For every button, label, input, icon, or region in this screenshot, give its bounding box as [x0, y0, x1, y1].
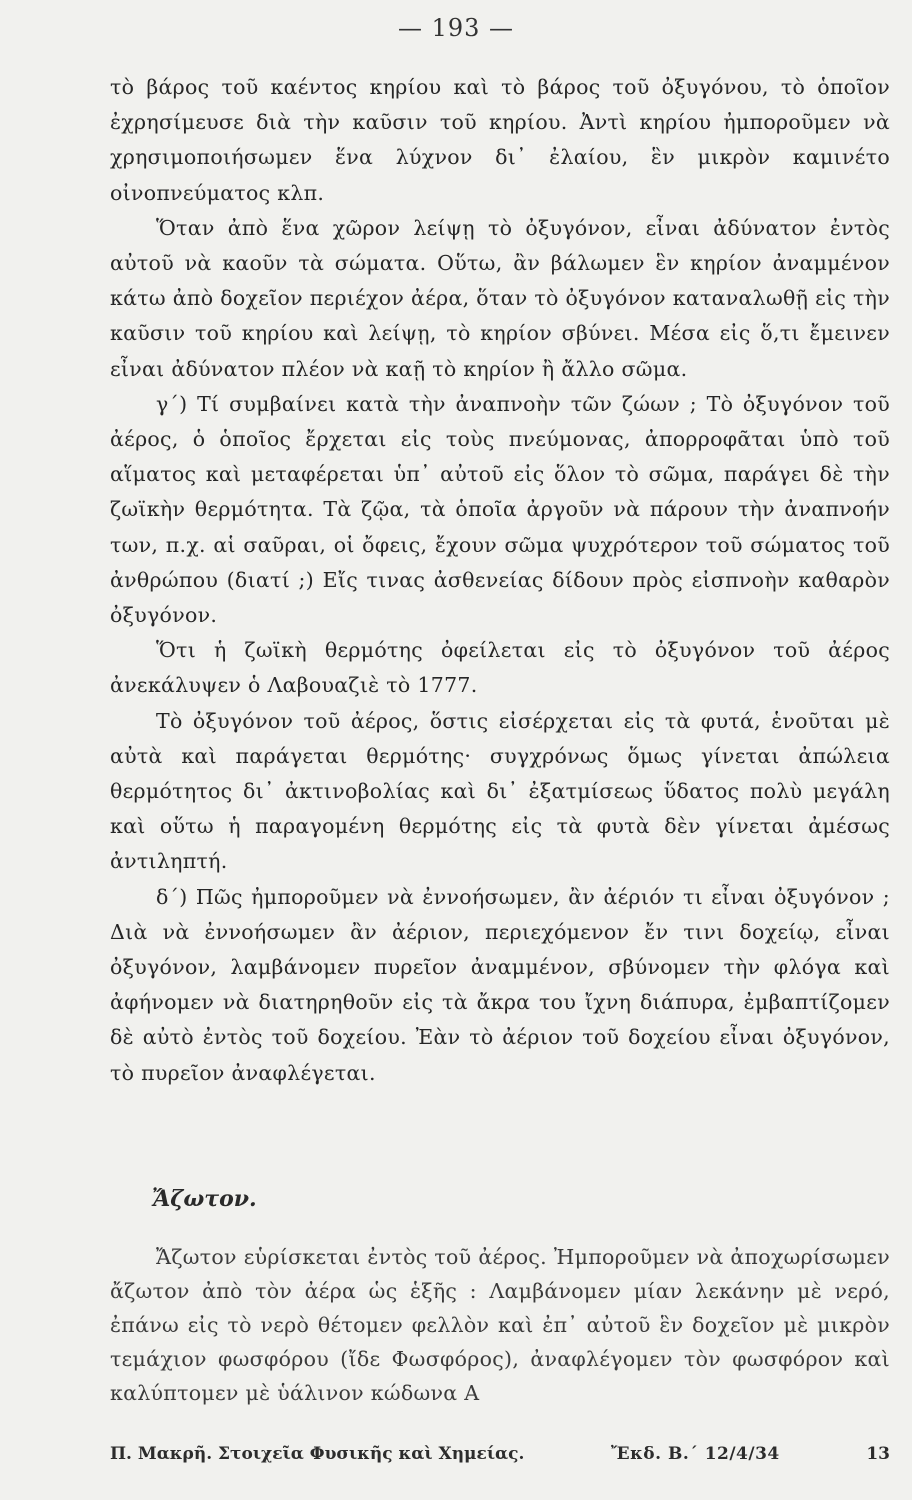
- paragraph: τὸ βάρος τοῦ καέντος κηρίου καὶ τὸ βάρος τοῦ ὀξυγόνου, τὸ ὁποῖον ἐχρησίμευσε διὰ τὴν καῦσιν τοῦ κηρίου. Ἀντὶ κηρίου ἠμποροῦμεν νὰ χρησιμοποιήσωμεν ἕνα λύχνον δι᾽ ἐλαίου, ἓν μικρὸν καμινέτο οἰνοπνεύματος κλπ.: [110, 75, 890, 205]
- paragraph: Τὸ ὀξυγόνον τοῦ ἀέρος, ὅστις εἰσέρχεται εἰς τὰ φυτά, ἑνοῦται μὲ αὐτὰ καὶ παράγεται θερμότης· συγχρόνως ὅμως γίνεται ἀπώλεια θερμότητος δι᾽ ἀκτινοβολίας καὶ δι᾽ ἐξατμίσεως ὕδατος πολὺ μεγάλη καὶ οὕτω ἡ παραγομένη θερμότης εἰς τὰ φυτὰ δὲν γίνεται ἀμέσως ἀντιληπτή.: [110, 708, 890, 874]
- paragraph: Ὅτι ἡ ζωϊκὴ θερμότης ὀφείλεται εἰς τὸ ὀξυγόνον τοῦ ἀέρος ἀνεκάλυψεν ὁ Λαβουαζιὲ τὸ 1777.: [110, 638, 890, 698]
- book-title: Π. Μακρῆ. Στοιχεῖα Φυσικῆς καὶ Χημείας.: [110, 1444, 525, 1464]
- section-heading: Ἄζωτον.: [152, 1186, 257, 1212]
- paragraph: γ´) Τί συμβαίνει κατὰ τὴν ἀναπνοὴν τῶν ζώων ; Τὸ ὀξυγόνον τοῦ ἀέρος, ὁ ὁποῖος ἔρχεται εἰς τοὺς πνεύμονας, ἀπορροφᾶται ὑπὸ τοῦ αἵματος καὶ μεταφέρεται ὑπ᾽ αὐτοῦ εἰς ὅλον τὸ σῶμα, παράγει δὲ τὴν ζωϊκὴν θερμότητα. Τὰ ζῷα, τὰ ὁποῖα ἀργοῦν νὰ πάρουν τὴν ἀναπνοήν των, π.χ. αἱ σαῦραι, οἱ ὄφεις, ἔχουν σῶμα ψυχρότερον τοῦ σώματος τοῦ ἀνθρώπου (διατί ;) Εἴς τινας ἀσθενείας δίδουν πρὸς εἰσπνοὴν καθαρὸν ὀξυγόνον.: [110, 391, 890, 628]
- paragraph: Ἄζωτον εὑρίσκεται ἐντὸς τοῦ ἀέρος. Ἠμποροῦμεν νὰ ἀποχωρίσωμεν ἄζωτον ἀπὸ τὸν ἀέρα ὡς ἑξῆς : Λαμβάνομεν μίαν λεκάνην μὲ νερό, ἐπάνω εἰς τὸ νερὸ θέτομεν φελλὸν καὶ ἐπ᾽ αὐτοῦ ἓν δοχεῖον μὲ μικρὸν τεμάχιον φωσφόρου (ἴδε Φωσφόρος), ἀναφλέγομεν τὸν φωσφόρον καὶ καλύπτομεν μὲ ὑάλινον κώδωνα Α: [110, 1245, 890, 1405]
- section-body-text: [110, 1240, 890, 1410]
- main-body-text: [110, 70, 890, 1091]
- page-number: — 193 —: [397, 14, 515, 42]
- paragraph: Ὅταν ἀπὸ ἕνα χῶρον λείψῃ τὸ ὀξυγόνον, εἶναι ἀδύνατον ἐντὸς αὐτοῦ νὰ καοῦν τὰ σώματα. Οὕτω, ἂν βάλωμεν ἓν κηρίον ἀναμμένον κάτω ἀπὸ δοχεῖον περιέχον ἀέρα, ὅταν τὸ ὀξυγόνον καταναλωθῇ εἰς τὴν καῦσιν τοῦ κηρίου καὶ λείψῃ, τὸ κηρίον σβύνει. Μέσα εἰς ὅ,τι ἔμεινεν εἶναι ἀδύνατον πλέον νὰ καῇ τὸ κηρίον ἢ ἄλλο σῶμα.: [110, 215, 890, 381]
- paragraph: δ´) Πῶς ἠμποροῦμεν νὰ ἐννοήσωμεν, ἂν ἀέριόν τι εἶναι ὀξυγόνον ; Διὰ νὰ ἐννοήσωμεν ἂν ἀέριον, περιεχόμενον ἔν τινι δοχείῳ, εἶναι ὀξυγόνον, λαμβάνομεν πυρεῖον ἀναμμένον, σβύνομεν τὴν φλόγα καὶ ἀφήνομεν νὰ διατηρηθοῦν εἰς τὰ ἄκρα του ἴχνη διάπυρα, ἐμβαπτίζομεν δὲ αὐτὸ ἐντὸς τοῦ δοχείου. Ἐὰν τὸ ἀέριον τοῦ δοχείου εἶναι ὀξυγόνον, τὸ πυρεῖον ἀναφλέγεται.: [110, 884, 890, 1085]
- signature-number: 13: [866, 1444, 890, 1464]
- edition-info: Ἔκδ. Β.´ 12/4/34: [610, 1444, 780, 1464]
- page-footer: [110, 1444, 890, 1464]
